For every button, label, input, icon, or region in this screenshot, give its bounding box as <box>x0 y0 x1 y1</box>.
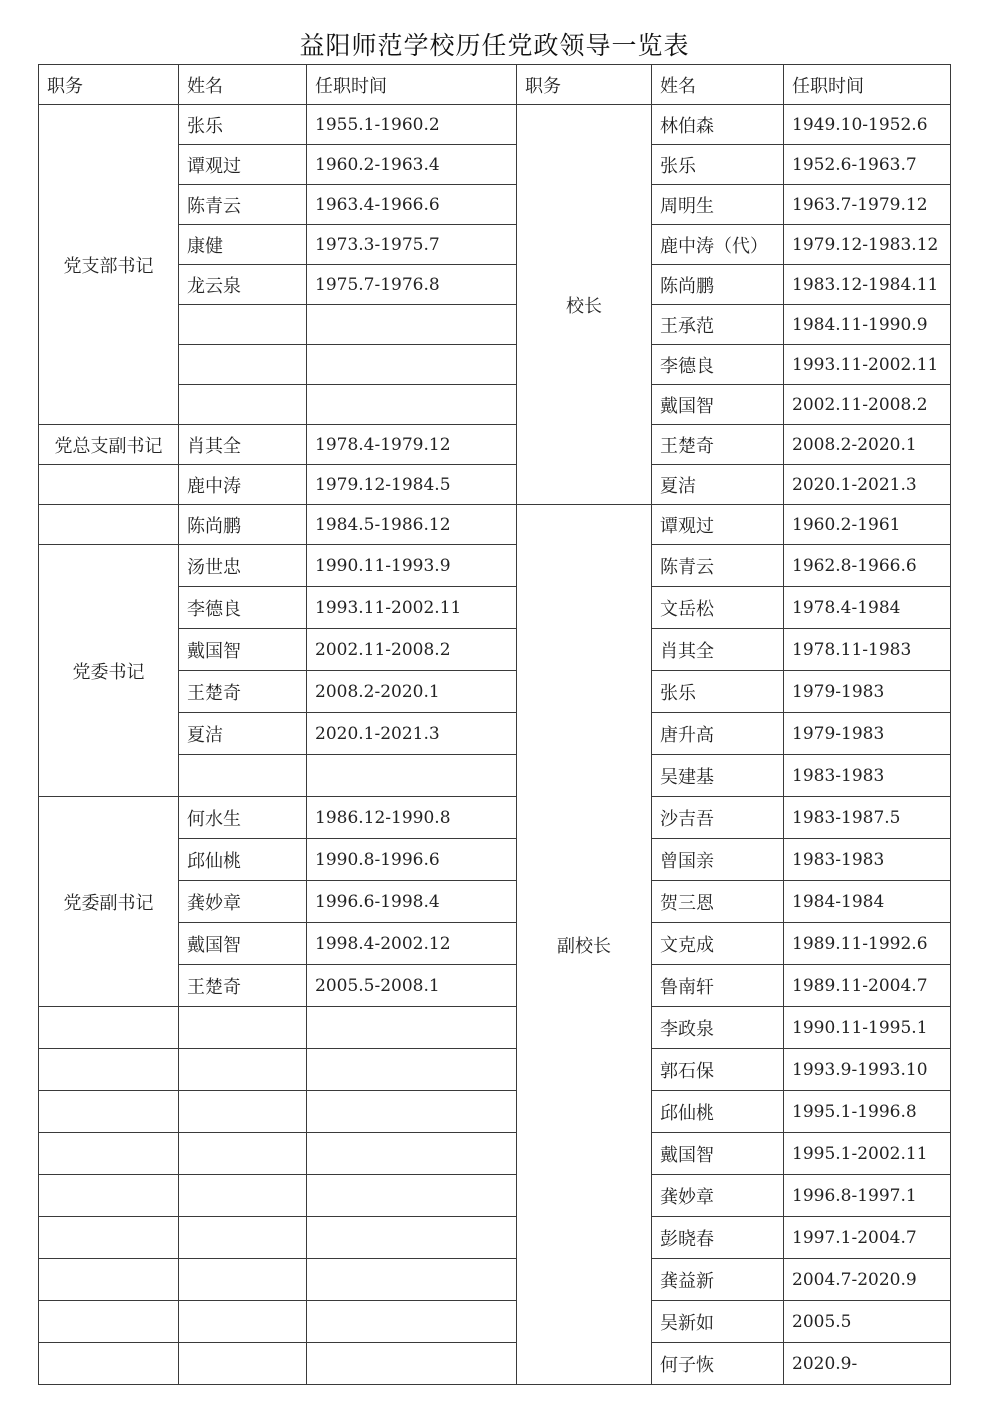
header-position-left: 职务 <box>39 65 179 105</box>
position-cell <box>39 1049 179 1091</box>
term-cell: 1986.12-1990.8 <box>307 797 517 839</box>
position-cell: 党总支副书记 <box>39 425 179 465</box>
name-cell <box>179 1343 307 1385</box>
term-cell: 2020.9- <box>784 1343 951 1385</box>
term-cell: 1996.8-1997.1 <box>784 1175 951 1217</box>
term-cell <box>307 1343 517 1385</box>
term-cell: 1993.11-2002.11 <box>784 345 951 385</box>
term-cell: 1983-1983 <box>784 839 951 881</box>
name-cell: 王楚奇 <box>179 671 307 713</box>
name-cell: 龚妙章 <box>652 1175 784 1217</box>
name-cell: 王承范 <box>652 305 784 345</box>
term-cell: 2005.5 <box>784 1301 951 1343</box>
term-cell: 1983-1983 <box>784 755 951 797</box>
name-cell: 鹿中涛（代） <box>652 225 784 265</box>
name-cell <box>179 1049 307 1091</box>
name-cell: 戴国智 <box>179 629 307 671</box>
name-cell: 肖其全 <box>179 425 307 465</box>
term-cell <box>307 1259 517 1301</box>
term-cell: 1995.1-1996.8 <box>784 1091 951 1133</box>
name-cell: 谭观过 <box>179 145 307 185</box>
term-cell: 1983.12-1984.11 <box>784 265 951 305</box>
term-cell: 1952.6-1963.7 <box>784 145 951 185</box>
term-cell: 1975.7-1976.8 <box>307 265 517 305</box>
term-cell: 1979.12-1984.5 <box>307 465 517 505</box>
table-row <box>39 425 951 465</box>
name-cell: 汤世忠 <box>179 545 307 587</box>
name-cell <box>179 1175 307 1217</box>
name-cell: 林伯森 <box>652 105 784 145</box>
term-cell: 1993.9-1993.10 <box>784 1049 951 1091</box>
term-cell <box>307 1007 517 1049</box>
name-cell: 陈尚鹏 <box>652 265 784 305</box>
name-cell <box>179 1133 307 1175</box>
term-cell: 1978.11-1983 <box>784 629 951 671</box>
term-cell: 1963.7-1979.12 <box>784 185 951 225</box>
name-cell: 彭晓春 <box>652 1217 784 1259</box>
position-cell <box>39 1175 179 1217</box>
name-cell: 夏洁 <box>652 465 784 505</box>
term-cell: 2004.7-2020.9 <box>784 1259 951 1301</box>
position-cell: 校长 <box>517 105 652 505</box>
position-cell <box>39 1343 179 1385</box>
name-cell <box>179 1007 307 1049</box>
table-row <box>39 1343 951 1385</box>
term-cell <box>307 1091 517 1133</box>
position-cell <box>39 465 179 505</box>
term-cell: 2002.11-2008.2 <box>784 385 951 425</box>
table-row <box>39 1007 951 1049</box>
term-cell: 2002.11-2008.2 <box>307 629 517 671</box>
position-cell <box>39 505 179 545</box>
name-cell: 邱仙桃 <box>179 839 307 881</box>
name-cell: 邱仙桃 <box>652 1091 784 1133</box>
header-term-right: 任职时间 <box>784 65 951 105</box>
name-cell: 龙云泉 <box>179 265 307 305</box>
name-cell: 戴国智 <box>179 923 307 965</box>
position-cell: 党委书记 <box>39 545 179 797</box>
name-cell <box>179 305 307 345</box>
term-cell: 1995.1-2002.11 <box>784 1133 951 1175</box>
position-cell: 副校长 <box>517 505 652 1385</box>
table-row <box>39 1217 951 1259</box>
name-cell: 李政泉 <box>652 1007 784 1049</box>
name-cell: 文克成 <box>652 923 784 965</box>
term-cell <box>307 1217 517 1259</box>
term-cell <box>307 1133 517 1175</box>
header-term-left: 任职时间 <box>307 65 517 105</box>
term-cell: 2005.5-2008.1 <box>307 965 517 1007</box>
term-cell: 1989.11-2004.7 <box>784 965 951 1007</box>
term-cell <box>307 385 517 425</box>
leaders-table <box>38 64 951 1385</box>
table-row <box>39 545 951 587</box>
term-cell: 1984-1984 <box>784 881 951 923</box>
header-name-left: 姓名 <box>179 65 307 105</box>
name-cell: 沙吉吾 <box>652 797 784 839</box>
table-row <box>39 1091 951 1133</box>
header-position-right: 职务 <box>517 65 652 105</box>
term-cell: 1984.11-1990.9 <box>784 305 951 345</box>
term-cell: 2020.1-2021.3 <box>307 713 517 755</box>
table-row <box>39 105 951 145</box>
name-cell: 夏洁 <box>179 713 307 755</box>
position-cell <box>39 1217 179 1259</box>
name-cell: 张乐 <box>179 105 307 145</box>
position-cell <box>39 1259 179 1301</box>
term-cell: 1973.3-1975.7 <box>307 225 517 265</box>
term-cell <box>307 305 517 345</box>
term-cell: 2020.1-2021.3 <box>784 465 951 505</box>
name-cell: 唐升高 <box>652 713 784 755</box>
name-cell: 谭观过 <box>652 505 784 545</box>
name-cell: 曾国亲 <box>652 839 784 881</box>
name-cell: 郭石保 <box>652 1049 784 1091</box>
position-cell <box>39 1007 179 1049</box>
document-title: 益阳师范学校历任党政领导一览表 <box>299 31 690 60</box>
name-cell <box>179 345 307 385</box>
term-cell <box>307 345 517 385</box>
name-cell: 鲁南轩 <box>652 965 784 1007</box>
term-cell: 1979-1983 <box>784 713 951 755</box>
name-cell: 李德良 <box>179 587 307 629</box>
name-cell: 何水生 <box>179 797 307 839</box>
term-cell: 1960.2-1963.4 <box>307 145 517 185</box>
name-cell <box>179 1301 307 1343</box>
table-row <box>39 1259 951 1301</box>
name-cell: 王楚奇 <box>179 965 307 1007</box>
term-cell: 1998.4-2002.12 <box>307 923 517 965</box>
name-cell: 文岳松 <box>652 587 784 629</box>
term-cell: 1997.1-2004.7 <box>784 1217 951 1259</box>
term-cell: 1949.10-1952.6 <box>784 105 951 145</box>
term-cell: 1979.12-1983.12 <box>784 225 951 265</box>
term-cell: 1978.4-1979.12 <box>307 425 517 465</box>
name-cell: 陈尚鹏 <box>179 505 307 545</box>
name-cell: 鹿中涛 <box>179 465 307 505</box>
term-cell <box>307 755 517 797</box>
table-row <box>39 1175 951 1217</box>
term-cell <box>307 1175 517 1217</box>
position-cell: 党支部书记 <box>39 105 179 425</box>
name-cell <box>179 1259 307 1301</box>
header-name-right: 姓名 <box>652 65 784 105</box>
name-cell: 吴建基 <box>652 755 784 797</box>
name-cell: 何子恢 <box>652 1343 784 1385</box>
name-cell: 贺三恩 <box>652 881 784 923</box>
name-cell <box>179 1091 307 1133</box>
term-cell: 1955.1-1960.2 <box>307 105 517 145</box>
table-header-row <box>39 65 951 105</box>
table-row <box>39 797 951 839</box>
name-cell: 张乐 <box>652 145 784 185</box>
term-cell: 2008.2-2020.1 <box>307 671 517 713</box>
position-cell <box>39 1091 179 1133</box>
position-cell <box>39 1133 179 1175</box>
table-row <box>39 1133 951 1175</box>
term-cell: 1990.8-1996.6 <box>307 839 517 881</box>
term-cell <box>307 1049 517 1091</box>
name-cell: 戴国智 <box>652 385 784 425</box>
term-cell: 1960.2-1961 <box>784 505 951 545</box>
name-cell: 周明生 <box>652 185 784 225</box>
name-cell: 李德良 <box>652 345 784 385</box>
position-cell: 党委副书记 <box>39 797 179 1007</box>
term-cell: 1978.4-1984 <box>784 587 951 629</box>
name-cell: 戴国智 <box>652 1133 784 1175</box>
name-cell <box>179 755 307 797</box>
term-cell: 1984.5-1986.12 <box>307 505 517 545</box>
table-row <box>39 465 951 505</box>
term-cell: 1963.4-1966.6 <box>307 185 517 225</box>
term-cell: 1962.8-1966.6 <box>784 545 951 587</box>
term-cell: 1990.11-1995.1 <box>784 1007 951 1049</box>
name-cell: 龚益新 <box>652 1259 784 1301</box>
name-cell: 吴新如 <box>652 1301 784 1343</box>
position-cell <box>39 1301 179 1343</box>
name-cell: 王楚奇 <box>652 425 784 465</box>
term-cell: 1996.6-1998.4 <box>307 881 517 923</box>
name-cell: 张乐 <box>652 671 784 713</box>
name-cell <box>179 385 307 425</box>
table-row <box>39 505 951 545</box>
name-cell: 陈青云 <box>179 185 307 225</box>
term-cell <box>307 1301 517 1343</box>
name-cell: 肖其全 <box>652 629 784 671</box>
term-cell: 1983-1987.5 <box>784 797 951 839</box>
term-cell: 1979-1983 <box>784 671 951 713</box>
name-cell: 龚妙章 <box>179 881 307 923</box>
name-cell <box>179 1217 307 1259</box>
term-cell: 2008.2-2020.1 <box>784 425 951 465</box>
table-row <box>39 1301 951 1343</box>
term-cell: 1990.11-1993.9 <box>307 545 517 587</box>
name-cell: 陈青云 <box>652 545 784 587</box>
term-cell: 1989.11-1992.6 <box>784 923 951 965</box>
name-cell: 康健 <box>179 225 307 265</box>
table-row <box>39 1049 951 1091</box>
term-cell: 1993.11-2002.11 <box>307 587 517 629</box>
